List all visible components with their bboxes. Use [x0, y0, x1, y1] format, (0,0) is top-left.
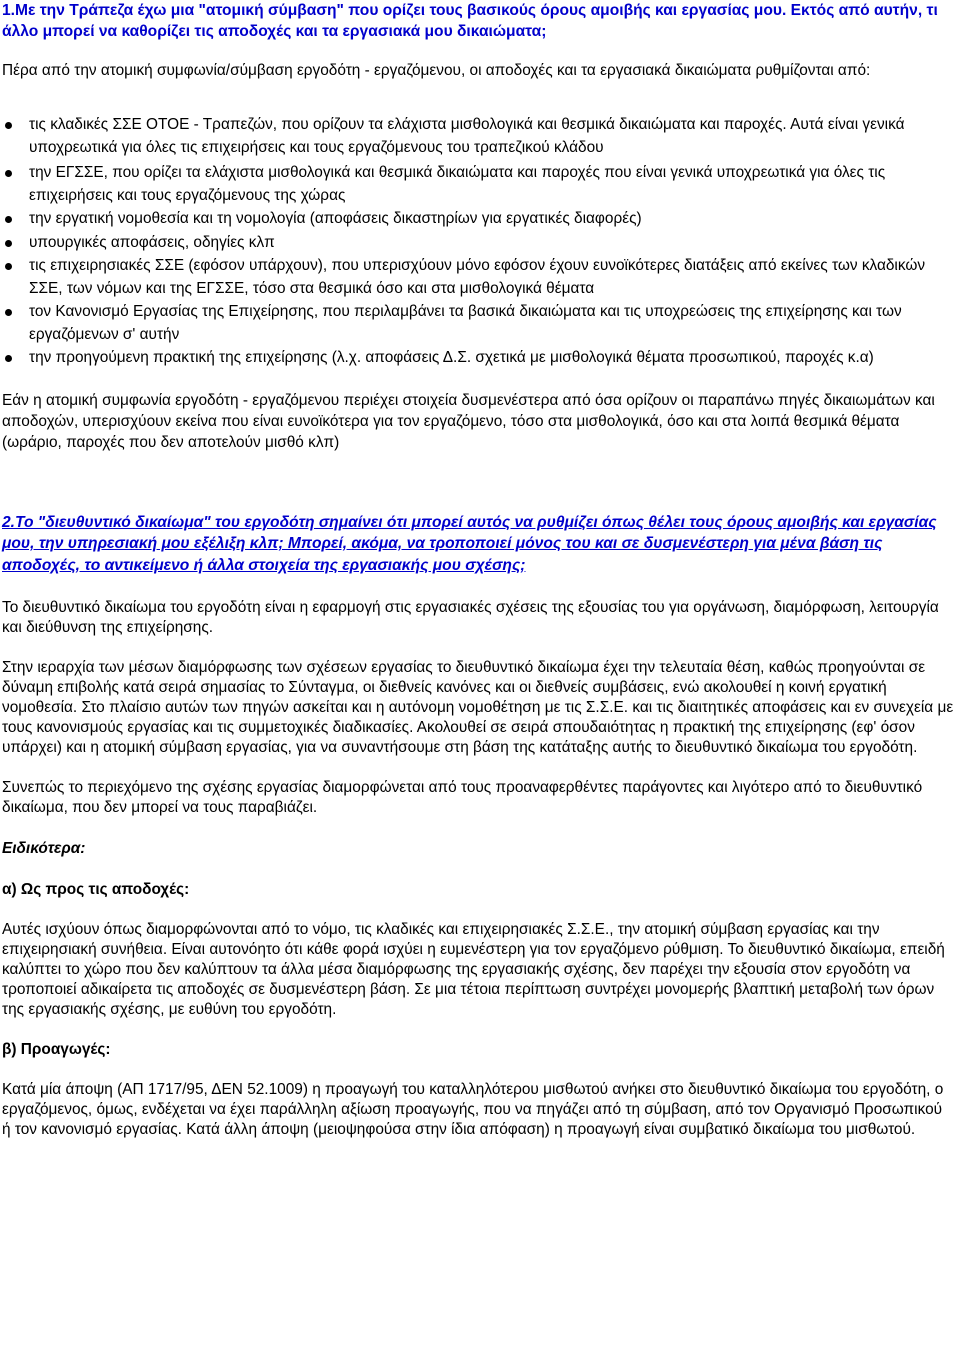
intro-paragraph: Πέρα από την ατομική συμφωνία/σύμβαση εργοδότη - εργαζόμενου, οι αποδοχές και τα εργασιακά δικαιώματα ρυθμίζονται από:: [2, 62, 871, 79]
list-item-text: τον Κανονισμό Εργασίας της Επιχείρησης, που περιλαμβάνει τα βασικά δικαιώματα και τις υποχρεώσεις της επιχείρησης και των εργαζόμενων σ' αυτήν: [29, 303, 902, 343]
list-item: [2, 301, 954, 346]
list-item-text: τις κλαδικές ΣΣΕ ΟΤΟΕ - Τραπεζών, που ορίζουν τα ελάχιστα μισθολογικά και θεσμικά δικαιώματα και παροχές. Αυτά είναι γενικά υποχρεωτικά για όλες τις επιχειρήσεις και τους εργαζόμενους του τραπεζικού κλάδου: [29, 116, 905, 156]
list-item: [2, 347, 954, 370]
list-item: [2, 208, 954, 231]
bullet-icon: [5, 240, 12, 247]
q2-paragraph-1: Το διευθυντικό δικαίωμα του εργοδότη είναι η εφαρμογή στις εργασιακές σχέσεις της εξουσίας του για οργάνωση, διαμόρφωση, λειτουργία και διεύθυνση της επιχείρησης.: [2, 599, 939, 636]
bullet-icon: [5, 122, 12, 129]
document-page: [2, 0, 954, 1140]
bullet-icon: [5, 263, 12, 270]
q2-paragraph-3: Συνεπώς το περιεχόμενο της σχέσης εργασίας διαμορφώνεται από τους προαναφερθέντες παράγοντες και λιγότερο από το διευθυντικό δικαίωμα, που δεν μπορεί να τους παραβιάζει.: [2, 779, 923, 816]
list-item-text: την προηγούμενη πρακτική της επιχείρησης (λ.χ. αποφάσεις Δ.Σ. σχετικά με μισθολογικά θέματα προσωπικού, παροχές κ.α): [29, 349, 874, 366]
bullet-icon: [5, 355, 12, 362]
bullet-icon: [5, 170, 12, 177]
bullet-icon: [5, 216, 12, 223]
list-item-text: υπουργικές αποφάσεις, οδηγίες κλπ: [29, 233, 275, 251]
remuneration-paragraph: Αυτές ισχύουν όπως διαμορφώνονται από το νόμο, τις κλαδικές και επιχειρησιακές Σ.Σ.Ε., την ατομική σύμβαση εργασίας και την επιχειρησιακή συνήθεια. Είναι αυτονόητο ότι κάθε φορά ισχύει η ευμενέστερη για τον εργαζόμενο ρύθμιση. Το διευθυντικό δικαίωμα, επειδή καλύπτει το χώρο που δεν καλύπτουν τα άλλα μέσα διαμόρφωσης της εργασιακής σχέσης, δεν παρέχει την εξουσία στον εργοδότη να τροποποιεί αδικαίρετα τις αποδοχές σε δυσμενέστερη βάση. Σε μια τέτοια περίπτωση συντρέχει μονομερής βλαπτική μεταβολή των όρων της εργασιακής σχέσης, με ευθύνη του εργοδότη.: [2, 921, 945, 1018]
promotions-paragraph: Κατά μία άποψη (ΑΠ 1717/95, ΔΕΝ 52.1009) η προαγωγή του καταλληλότερου μισθωτού ανήκει στο διευθυντικό δικαίωμα του εργοδότη, ο εργαζόμενος, όμως, ενδέχεται να έχει παράλληλη αξίωση προαγωγής, που να πηγάζει από τη σύμβαση, από τον Οργανισμό Προσωπικού ή τον κανονισμό εργασίας. Κατά άλλη άποψη (μειοψηφούσα στην ίδια απόφαση) η προαγωγή είναι συμβατικό δικαίωμα του μισθωτού.: [2, 1081, 944, 1138]
promotions-heading: β) Προαγωγές:: [2, 1041, 111, 1058]
list-item: [2, 162, 954, 207]
conclusion-paragraph: Εάν η ατομική συμφωνία εργοδότη - εργαζόμενου περιέχει στοιχεία δυσμενέστερα από όσα ορίζουν οι παραπάνω πηγές δικαιωμάτων και αποδοχών, υπερισχύουν εκείνα που είναι ευνοϊκότερα για τον εργαζόμενο, τόσο στα μισθολογικά, όσο και στα λοιπά θεσμικά θέματα (ωράριο, παροχές που δεν αποτελούν μισθό κλπ): [2, 391, 935, 451]
list-item: [2, 232, 954, 255]
list-item-text: την ΕΓΣΣΕ, που ορίζει τα ελάχιστα μισθολογικά και θεσμικά δικαιώματα και παροχές που είναι γενικά υποχρεωτικά για όλες τις επιχειρήσεις και τους εργαζόμενους της χώρας: [29, 164, 886, 204]
list-item: [2, 255, 954, 300]
q2-paragraph-2: Στην ιεραρχία των μέσων διαμόρφωσης των σχέσεων εργασίας το διευθυντικό δικαίωμα έχει την τελευταία θέση, καθώς προηγούνται σε δύναμη επιβολής κατά σειρά σημασίας το Σύνταγμα, οι διεθνείς κανόνες και οι διεθνείς συμβάσεις, ενώ ακολουθεί η κοινή εργατική νομοθεσία. Στο πλαίσιο αυτών των πηγών ασκείται και η αυτόνομη νομοθέτηση με τις Σ.Σ.Ε. και τις διαιτητικές αποφάσεις και εν συνεχεία με τους κανονισμούς εργασίας και τις συμμετοχικές διαδικασίες. Ακολουθεί σε σειρά σπουδαιότητας η πρακτική της επιχείρησης (εφ' όσον υπάρχει) και η ατομική σύμβαση εργασίας, για να συναντήσουμε στη βάση της κατάταξης αυτής το διευθυντικό δικαίωμα του εργοδότη.: [2, 659, 954, 756]
remuneration-heading: α) Ως προς τις αποδοχές:: [2, 881, 190, 898]
question-2-title: 2.Το "διευθυντικό δικαίωμα" του εργοδότη σημαίνει ότι μπορεί αυτός να ρυθμίζει όπως θέλει τους όρους αμοιβής και εργασίας μου, την υπηρεσιακή μου εξέλιξη κλπ; Μπορεί, ακόμα, να τροποποιεί μόνος του και σε δυσμενέστερη για μένα βάση τις αποδοχές, το αντικείμενο ή άλλα στοιχεία της εργασιακής μου σχέσης;: [2, 513, 937, 574]
list-item-text: την εργατική νομοθεσία και τη νομολογία (αποφάσεις δικαστηρίων για εργατικές διαφορές): [29, 210, 642, 227]
list-item-text: τις επιχειρησιακές ΣΣΕ (εφόσον υπάρχουν), που υπερισχύουν μόνο εφόσον έχουν ευνοϊκότερες διατάξεις από εκείνες των κλαδικών ΣΣΕ, των νόμων και της ΕΓΣΣΕ, τόσο στα θεσμικά όσο και στα μισθολογικά θέματα: [29, 257, 926, 297]
sources-list: [2, 114, 954, 370]
list-item: [2, 114, 954, 159]
bullet-icon: [5, 309, 12, 316]
question-1-title: 1.Με την Τράπεζα έχω μια "ατομική σύμβαση" που ορίζει τους βασικούς όρους αμοιβής και εργασίας μου. Εκτός από αυτήν, τι άλλο μπορεί να καθορίζει τις αποδοχές και τα εργασιακά μου δικαιώματα;: [2, 2, 938, 40]
specifics-heading: Ειδικότερα:: [2, 840, 86, 857]
